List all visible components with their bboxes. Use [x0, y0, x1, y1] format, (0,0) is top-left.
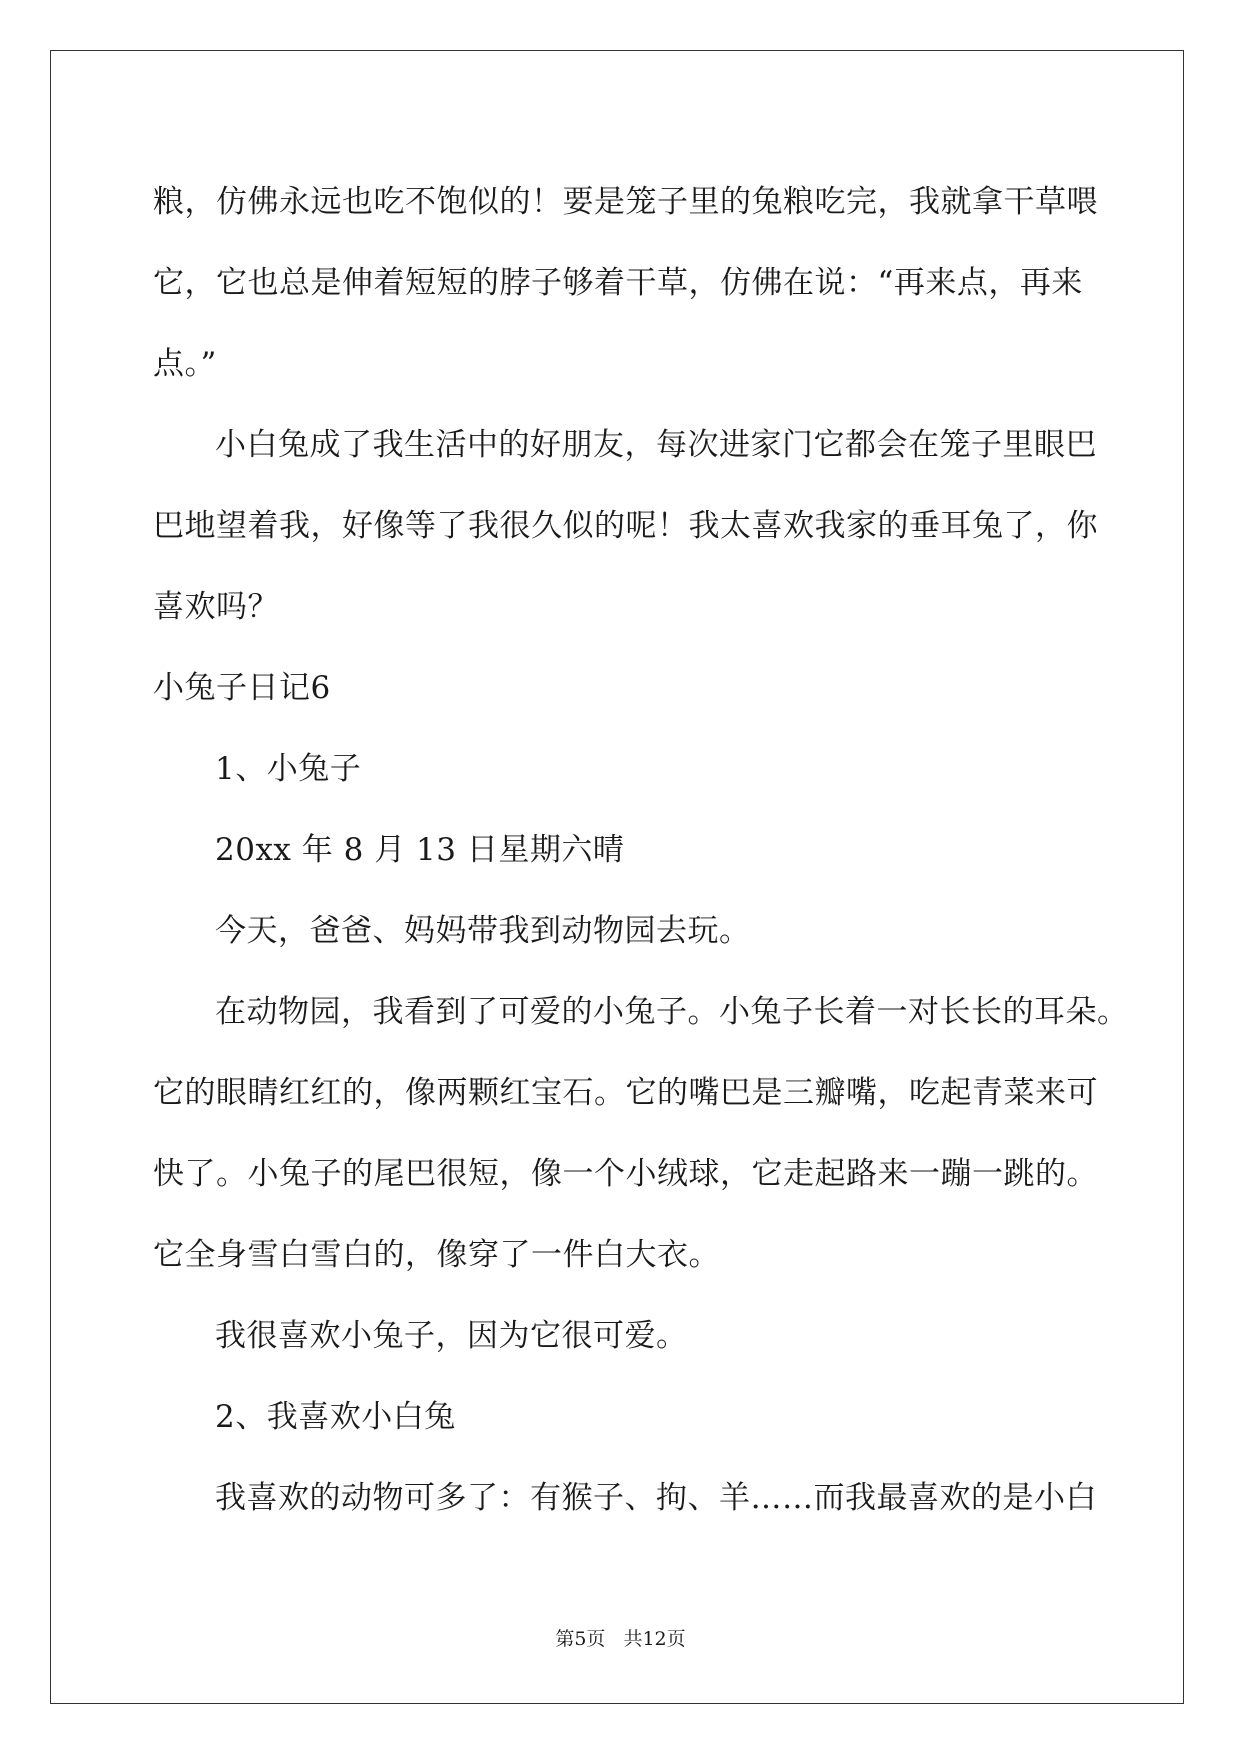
paragraph-line: 小白兔成了我生活中的好朋友，每次进家门它都会在笼子里眼巴 — [215, 427, 1097, 463]
paragraph-line: 今天，爸爸、妈妈带我到动物园去玩。 — [215, 913, 751, 949]
paragraph-line: 它，它也总是伸着短短的脖子够着干草，仿佛在说：“再来点，再来 — [153, 265, 1083, 301]
page-number: 第5页 — [555, 1628, 606, 1650]
subsection-heading: 2、我喜欢小白兔 — [215, 1399, 456, 1435]
paragraph-line: 在动物园，我看到了可爱的小兔子。小兔子长着一对长长的耳朵。 — [215, 994, 1129, 1030]
paragraph-line: 点。” — [153, 346, 217, 382]
paragraph-line: 它的眼睛红红的，像两颗红宝石。它的嘴巴是三瓣嘴，吃起青菜来可 — [153, 1075, 1098, 1111]
paragraph-line: 粮，仿佛永远也吃不饱似的！要是笼子里的兔粮吃完，我就拿干草喂 — [153, 184, 1098, 220]
diary-date: 20xx 年 8 月 13 日星期六晴 — [215, 832, 625, 868]
page-total: 共12页 — [623, 1628, 686, 1650]
paragraph-line: 我很喜欢小兔子，因为它很可爱。 — [215, 1318, 688, 1354]
paragraph-line: 快了。小兔子的尾巴很短，像一个小绒球，它走起路来一蹦一跳的。 — [153, 1156, 1098, 1192]
paragraph-line: 巴地望着我，好像等了我很久似的呢！我太喜欢我家的垂耳兔了，你 — [153, 508, 1098, 544]
document-body — [153, 162, 1129, 1539]
subsection-heading: 1、小兔子 — [215, 751, 362, 787]
paragraph-line: 它全身雪白雪白的，像穿了一件白大衣。 — [153, 1237, 720, 1273]
page-footer — [0, 1624, 1241, 1651]
paragraph-line: 喜欢吗？ — [153, 589, 279, 625]
paragraph-line: 我喜欢的动物可多了：有猴子、拘、羊……而我最喜欢的是小白 — [215, 1480, 1097, 1516]
section-title: 小兔子日记6 — [153, 670, 331, 706]
